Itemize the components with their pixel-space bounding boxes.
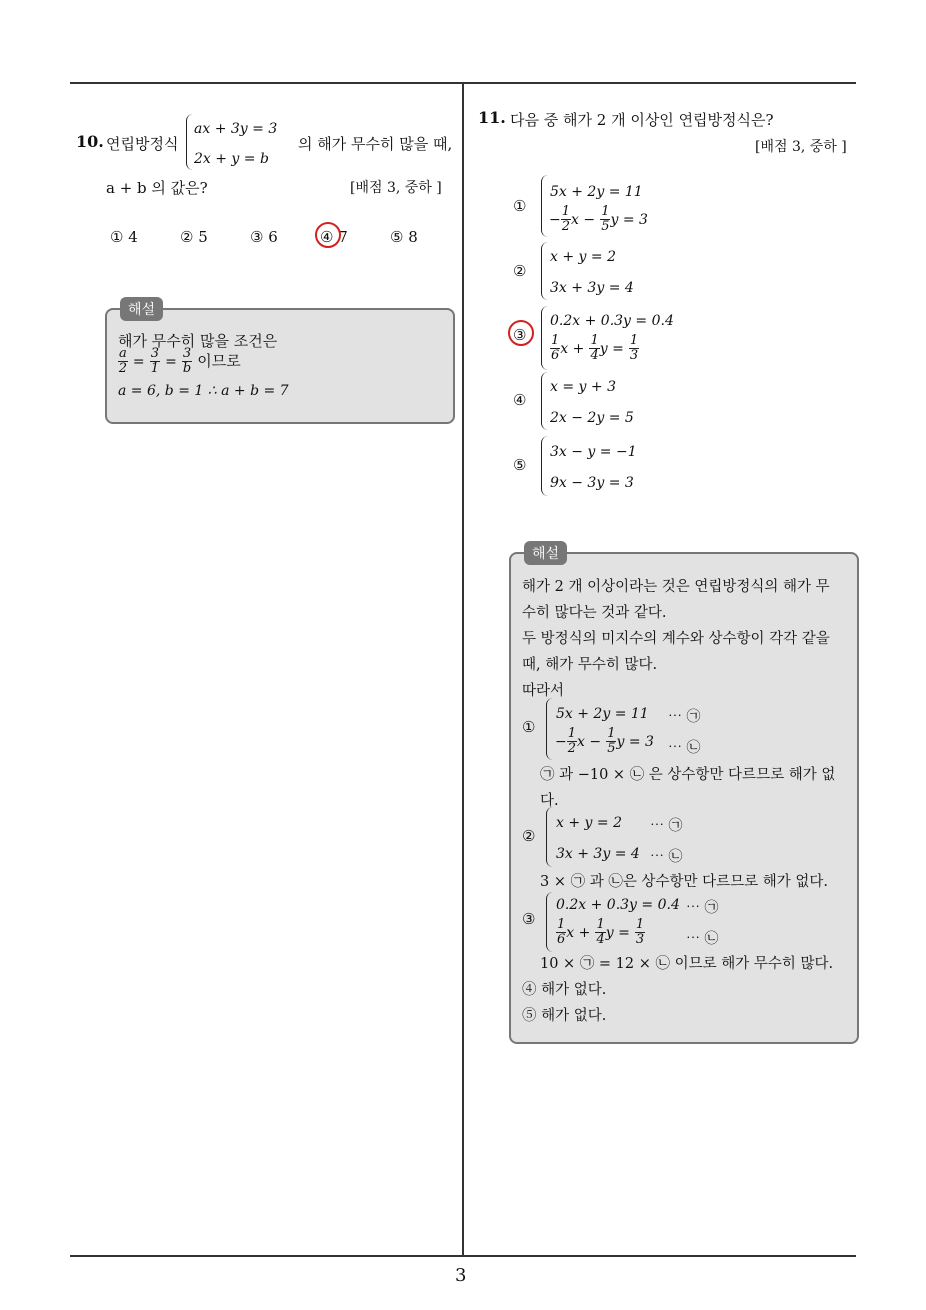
q10-prefix: 연립방정식	[106, 135, 179, 153]
q11-sol-case3-label: ③	[522, 910, 536, 928]
q11-sol-p1a: 해가 2 개 이상이라는 것은 연립방정식의 해가 무	[522, 579, 830, 595]
q11-sol-case4: ④ 해가 없다.	[522, 982, 607, 998]
q11-sol-p3: 따라서	[522, 683, 565, 699]
frac-a-over-2: $\frac{a}{2}$	[118, 346, 128, 376]
q11-score: [배점 3, 중하 ]	[755, 139, 847, 155]
q11-sol-p2a: 두 방정식의 미지수의 계수와 상수항이 각각 같을	[522, 631, 830, 647]
q10-choice-4[interactable]: ④ 7	[320, 228, 348, 246]
q10-solution-line3: a = 6, b = 1 ∴ a + b = 7	[118, 383, 289, 399]
frac-3-over-1: $\frac{3}{1}$	[150, 346, 159, 376]
q10-choice-5[interactable]: ⑤ 8	[390, 228, 418, 246]
q10-solution-line2: $\frac{a}{2}$ = $\frac{3}{1}$ = $\frac{3}{b}$ 이므로	[118, 346, 241, 376]
q10-choice-1[interactable]: ① 4	[110, 228, 138, 246]
q10-choice-2[interactable]: ② 5	[180, 228, 208, 246]
q11-sol-p1b: 수히 많다는 것과 같다.	[522, 605, 667, 621]
q10-solution-tag: 해설	[120, 297, 163, 321]
q11-solution-tag: 해설	[524, 541, 567, 565]
q11-sol-case1-label: ①	[522, 718, 536, 736]
column-divider	[462, 84, 464, 1256]
q10-number: 10.	[76, 132, 104, 151]
frac-3-over-b: $\frac{3}{b}$	[182, 346, 192, 376]
q11-sol-p2b: 때, 해가 무수히 많다.	[522, 657, 658, 673]
q10-question2: a + b 의 값은?	[106, 179, 208, 197]
q11-sol-case5: ⑤ 해가 없다.	[522, 1008, 607, 1024]
q11-question: 다음 중 해가 2 개 이상인 연립방정식은?	[510, 111, 774, 129]
q11-answer-mark	[508, 320, 534, 346]
q10-eq1: ax + 3y = 3	[194, 121, 278, 137]
q11-number: 11.	[478, 108, 506, 127]
q10-brace	[186, 114, 193, 170]
q10-choice-3[interactable]: ③ 6	[250, 228, 278, 246]
q11-sol-case2-label: ②	[522, 827, 536, 845]
page-number: 3	[455, 1265, 467, 1286]
q10-suffix: 의 해가 무수히 많을 때,	[298, 135, 453, 153]
q10-eq2: 2x + y = b	[194, 151, 269, 167]
bottom-rule	[70, 1255, 856, 1257]
q10-score: [배점 3, 중하 ]	[350, 180, 442, 196]
q10-answer-mark	[315, 222, 341, 248]
q10-solution-line1: 해가 무수히 많을 조건은	[118, 332, 278, 350]
